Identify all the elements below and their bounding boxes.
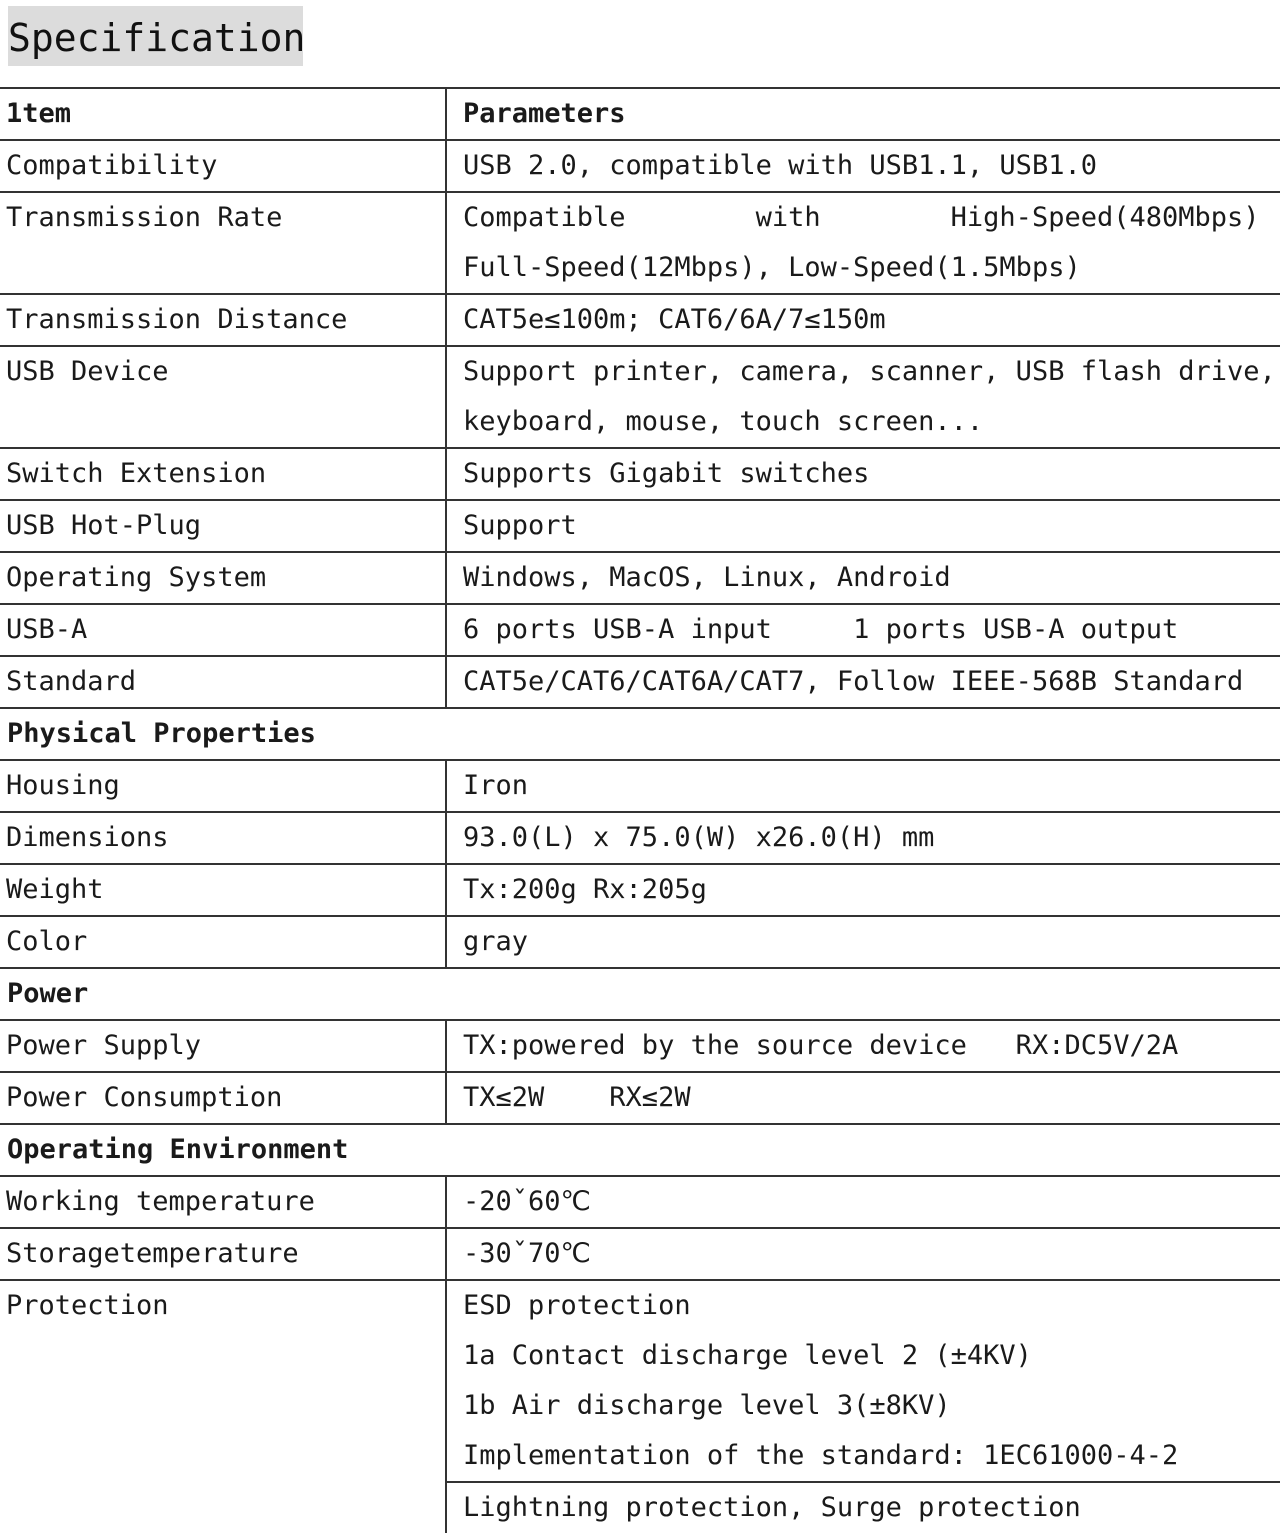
table-row bbox=[0, 916, 1280, 968]
row-item: Color bbox=[0, 916, 446, 968]
table-row bbox=[0, 812, 1280, 864]
row-item: Compatibility bbox=[0, 140, 446, 192]
row-item: Storagetemperature bbox=[0, 1228, 446, 1280]
row-item: Power Consumption bbox=[0, 1072, 446, 1124]
row-value: CAT5e≤100m; CAT6/6A/7≤150m bbox=[446, 294, 1280, 346]
row-item: Power Supply bbox=[0, 1020, 446, 1072]
row-item: Protection bbox=[0, 1280, 446, 1533]
section-heading-environment: Operating Environment bbox=[0, 1124, 1280, 1176]
row-value: Supports Gigabit switches bbox=[446, 448, 1280, 500]
table-row bbox=[0, 1020, 1280, 1072]
row-value: ESD protection 1a Contact discharge level 2 (±4KV) 1b Air discharge level 3(±8KV) Implementation of the standard: 1EC61000-4-2 bbox=[446, 1280, 1280, 1482]
table-row bbox=[0, 1176, 1280, 1228]
table-row bbox=[0, 192, 1280, 294]
table-row bbox=[0, 500, 1280, 552]
row-item: Transmission Distance bbox=[0, 294, 446, 346]
spec-table bbox=[0, 87, 1280, 1533]
section-heading-power: Power bbox=[0, 968, 1280, 1020]
section-heading-row bbox=[0, 1124, 1280, 1176]
table-row bbox=[0, 1228, 1280, 1280]
row-item: Standard bbox=[0, 656, 446, 708]
row-item: Operating System bbox=[0, 552, 446, 604]
row-item: USB Hot-Plug bbox=[0, 500, 446, 552]
table-row bbox=[0, 1072, 1280, 1124]
table-header-row bbox=[0, 88, 1280, 140]
table-row bbox=[0, 760, 1280, 812]
row-value: Windows, MacOS, Linux, Android bbox=[446, 552, 1280, 604]
table-row bbox=[0, 1280, 1280, 1482]
row-value: USB 2.0, compatible with USB1.1, USB1.0 bbox=[446, 140, 1280, 192]
table-row bbox=[0, 448, 1280, 500]
row-item: USB-A bbox=[0, 604, 446, 656]
row-item: Switch Extension bbox=[0, 448, 446, 500]
table-row bbox=[0, 604, 1280, 656]
section-heading-physical: Physical Properties bbox=[0, 708, 1280, 760]
row-item: Working temperature bbox=[0, 1176, 446, 1228]
table-row bbox=[0, 552, 1280, 604]
row-value: Support bbox=[446, 500, 1280, 552]
row-value: CAT5e/CAT6/CAT6A/CAT7, Follow IEEE-568B Standard bbox=[446, 656, 1280, 708]
row-item: Dimensions bbox=[0, 812, 446, 864]
row-value: 93.0(L) x 75.0(W) x26.0(H) mm bbox=[446, 812, 1280, 864]
table-row bbox=[0, 864, 1280, 916]
row-item: USB Device bbox=[0, 346, 446, 448]
header-item: 1tem bbox=[0, 88, 446, 140]
table-row bbox=[0, 140, 1280, 192]
row-item: Transmission Rate bbox=[0, 192, 446, 294]
row-item: Weight bbox=[0, 864, 446, 916]
row-item: Housing bbox=[0, 760, 446, 812]
row-value: 6 ports USB-A input 1 ports USB-A output bbox=[446, 604, 1280, 656]
row-value: Iron bbox=[446, 760, 1280, 812]
table-row bbox=[0, 346, 1280, 448]
page-title: Specification bbox=[8, 6, 303, 66]
row-value: Compatible with High-Speed(480Mbps) Full-Speed(12Mbps), Low-Speed(1.5Mbps) bbox=[446, 192, 1280, 294]
row-value: TX:powered by the source device RX:DC5V/2A bbox=[446, 1020, 1280, 1072]
header-parameters: Parameters bbox=[446, 88, 1280, 140]
row-value: Support printer, camera, scanner, USB flash drive, keyboard, mouse, touch screen... bbox=[446, 346, 1280, 448]
table-row bbox=[0, 294, 1280, 346]
table-row bbox=[0, 656, 1280, 708]
row-value: -20ˇ60℃ bbox=[446, 1176, 1280, 1228]
section-heading-row bbox=[0, 708, 1280, 760]
row-value: Lightning protection, Surge protection bbox=[446, 1482, 1280, 1533]
row-value: gray bbox=[446, 916, 1280, 968]
row-value: Tx:200g Rx:205g bbox=[446, 864, 1280, 916]
row-value: TX≤2W RX≤2W bbox=[446, 1072, 1280, 1124]
section-heading-row bbox=[0, 968, 1280, 1020]
row-value: -30ˇ70℃ bbox=[446, 1228, 1280, 1280]
